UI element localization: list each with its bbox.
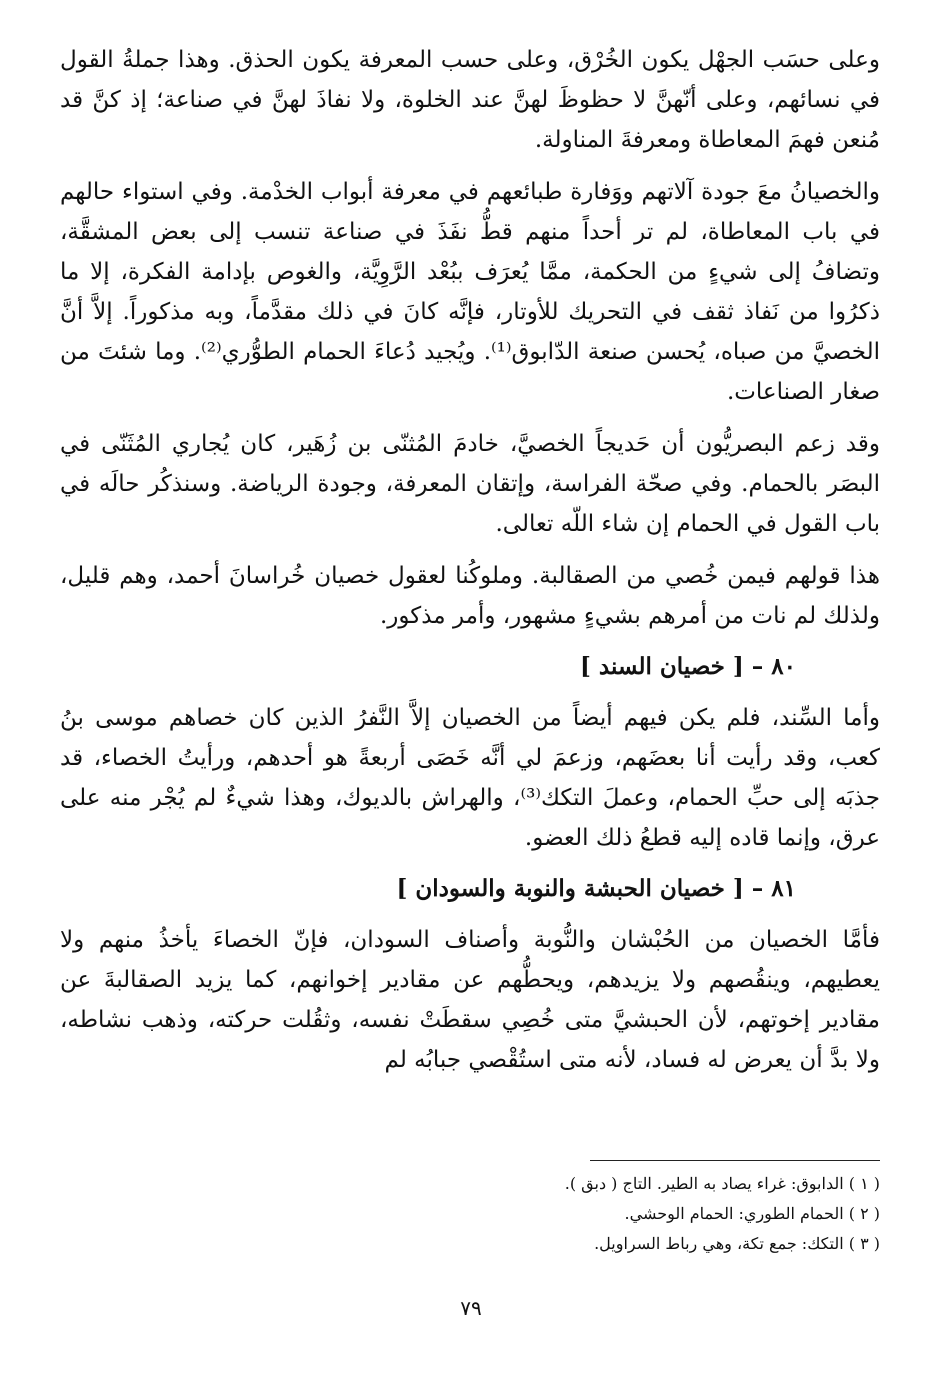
paragraph-section-80: وأما السِّند، فلم يكن فيهم أيضاً من الخصيان إلاَّ النَّفرُ الذين كان خصاهم موسى بنُ كعب، وقد رأيت أنا بعضَهم، وزعمَ لي أنَّه خَصَى أربعةً هو أحدهم، ورأيتُ الخصاء، قد جذبَه إلى حبِّ الحمام، وعملَ التكك⁽³⁾، والهراش بالديوك، وهذا شيءٌ لم يُجْر منه على عرق، وإنما قاده إليه قطعُ ذلك العضو. <box>60 705 880 851</box>
paragraph-2: والخصيانُ معَ جودة آلاتهم ووَفارة طبائعهم في معرفة أبواب الخدْمة. وفي استواء حالهم في باب المعاطاة، لم تر أحداً منهم قطُّ نفَذَ في صناعة تنسب إلى بعض المشقَّة، وتضافُ إلى شيءٍ من الحكمة، ممَّا يُعرَف ببُعْد الرَّوِيَّة، والغوص بإدامة الفكرة، إلا ما ذكرُوا من نَفاذ ثقف في التحريك للأوتار، فإنَّه كانَ في ذلك مقدَّماً، وبه مذكوراً. إلاَّ أنَّ الخصيَّ من صباه، يُحسن صنعة الدّابوق⁽¹⁾. ويُجيد دُعاءَ الحمام الطوُّري⁽²⁾. وما شئتَ من صغار الصناعات. <box>60 179 880 405</box>
footnote-divider <box>590 1160 880 1161</box>
footnote-2: ( ٢ ) الحمام الطوري: الحمام الوحشي. <box>624 1204 880 1223</box>
paragraph-section-81: فأمَّا الخصيان من الحُبْشان والنُّوبة وأصناف السودان، فإنّ الخصاءَ يأخذُ منهم ولا يعطيهم، وينقُصهم ولا يزيدهم، ويحطُّهم عن مقادير إخوانهم، كما يزيد الصقالبةَ عن مقادير إخوتهم، لأن الحبشيَّ متى خُصِي سقطَتْ نفسه، وثقُلت حركته، وذهب نشاطه، ولا بدَّ أن يعرض له فساد، لأنه متى استُقْصي جبابُه لم <box>60 927 880 1073</box>
paragraph-3: وقد زعم البصريُّون أن حَديجاً الخصيَّ، خادمَ المُثنّى بن زُهَير، كان يُجاري المُثَنّى في البصَر بالحمام. وفي صحّة الفراسة، وإتقان المعرفة، وجودة الرياضة. وسنذكُر حالَه في باب القول في الحمام إن شاء اللّه تعالى. <box>60 431 880 537</box>
page-number: ٧٩ <box>460 1296 482 1320</box>
paragraph-4: هذا قولهم فيمن خُصي من الصقالبة. وملوكُنا لعقول خصيان خُراسانَ أحمد، وهم قليل، ولذلك لم نات من أمرهم بشيءٍ مشهور، وأمر مذكور. <box>60 563 880 629</box>
section-heading-80: ٨٠ – [ خصيان السند ] <box>580 653 796 680</box>
footnote-1: ( ١ ) الدابوق: غراء يصاد به الطير. التاج ( دبق ). <box>564 1174 880 1193</box>
footnote-3: ( ٣ ) التكك: جمع تكة، وهي رباط السراويل. <box>594 1234 880 1253</box>
page-body <box>60 40 880 1092</box>
section-heading-81: ٨١ – [ خصيان الحبشة والنوبة والسودان ] <box>396 875 796 902</box>
footnotes <box>60 1160 880 1259</box>
paragraph-1: وعلى حسَب الجهْل يكون الخُرْق، وعلى حسب المعرفة يكون الحذق. وهذا جملةُ القول في نسائهم، وعلى أنّهنَّ لا حظوظَ لهنَّ عند الخلوة، ولا نفاذَ لهنَّ في صناعة؛ إذ كنَّ قد مُنعن فهمَ المعاطاة ومعرفةَ المناولة. <box>60 47 880 153</box>
